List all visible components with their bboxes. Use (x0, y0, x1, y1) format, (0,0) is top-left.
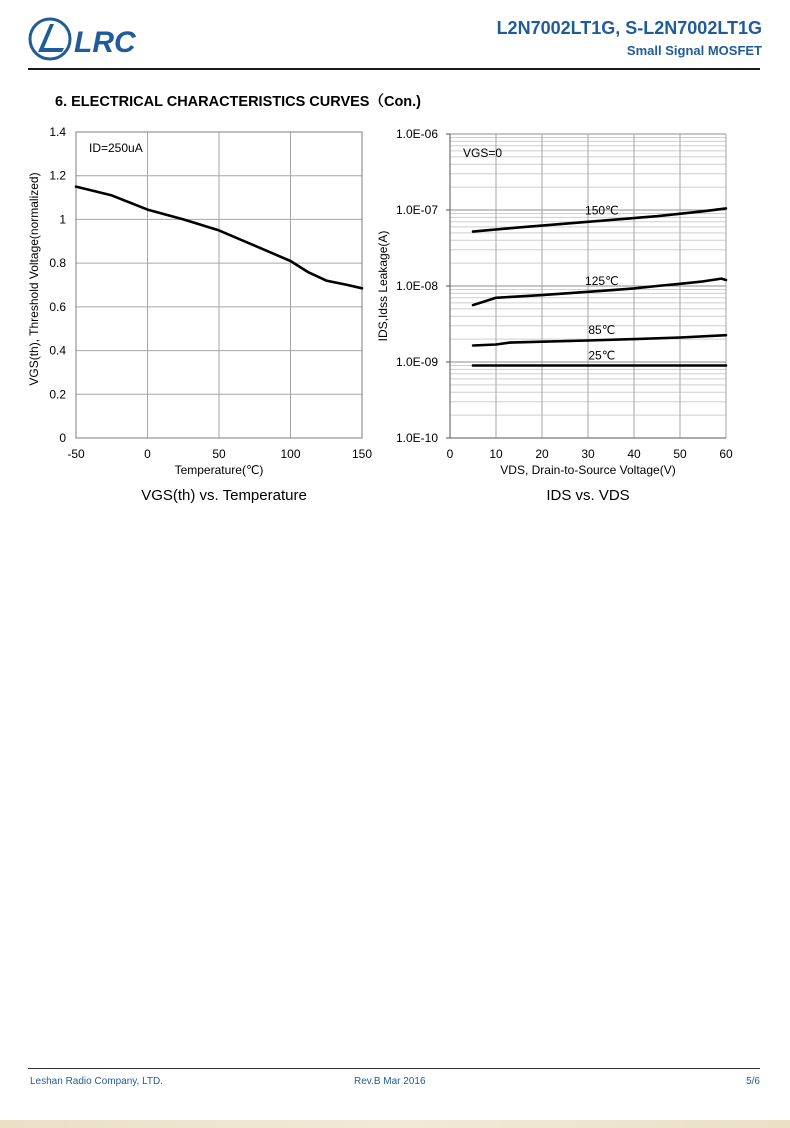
chart1-xtick-label: 0 (144, 447, 151, 461)
footer-page-number: 5/6 (746, 1076, 760, 1087)
chart2-xtick-label: 30 (581, 447, 595, 461)
chart1-ytick-label: 0.8 (49, 256, 66, 271)
chart1-ylabel: VGS(th), Threshold Voltage(normalized) (27, 172, 41, 386)
chart2-series-label: 125℃ (585, 273, 619, 288)
part-number-title: L2N7002LT1G, S-L2N7002LT1G (496, 18, 762, 38)
chart2-annotation: VGS=0 (463, 146, 503, 160)
chart1-caption: VGS(th) vs. Temperature (141, 487, 307, 504)
chart2-xtick-label: 40 (627, 447, 641, 461)
page-bottom-band (0, 1120, 790, 1128)
chart2-xtick-label: 0 (446, 447, 454, 461)
chart2-ytick-label: 1.0E-09 (395, 355, 438, 369)
footer-divider (28, 1068, 760, 1069)
footer-company: Leshan Radio Company, LTD. (30, 1076, 164, 1087)
chart1-ytick-label: 0.2 (49, 387, 66, 402)
footer-revision: Rev.B Mar 2016 (354, 1076, 426, 1087)
characteristic-charts (0, 0, 790, 520)
chart2-ytick-label: 1.0E-10 (395, 431, 438, 445)
chart1-xtick-label: 100 (280, 447, 301, 461)
chart1-ytick-label: 1 (59, 212, 66, 227)
product-subtitle: Small Signal MOSFET (626, 43, 762, 58)
chart1-ytick-label: 0 (59, 431, 66, 445)
chart1-ytick-label: 0.4 (49, 343, 66, 358)
logo-text: LRC (74, 26, 136, 59)
section-title: 6. ELECTRICAL CHARACTERISTICS CURVES（Con.) (55, 94, 422, 110)
chart1-xtick-label: -50 (67, 447, 85, 461)
chart2-ytick-label: 1.0E-07 (395, 203, 438, 217)
chart1-ytick-label: 1.2 (49, 168, 66, 183)
chart1-ytick-label: 0.6 (49, 299, 66, 314)
chart2-series-label: 25℃ (588, 348, 616, 363)
chart2-caption: IDS vs. VDS (546, 487, 630, 504)
chart2-ytick-label: 1.0E-06 (395, 127, 438, 141)
chart2-ylabel: IDS,Idss Leakage(A) (376, 230, 390, 342)
chart1-annotation: ID=250uA (89, 141, 143, 155)
chart2-xtick-label: 10 (489, 447, 503, 461)
chart1-xtick-label: 150 (351, 447, 373, 461)
chart1-xtick-label: 50 (212, 447, 226, 461)
chart2-series-label: 85℃ (588, 323, 616, 338)
chart1-ytick-label: 1.4 (49, 125, 66, 139)
chart2-xtick-label: 60 (719, 447, 733, 461)
chart1-xlabel: Temperature(℃) (174, 463, 264, 477)
chart2-xtick-label: 50 (673, 447, 687, 461)
chart2-ytick-label: 1.0E-08 (395, 279, 438, 293)
chart2-xtick-label: 20 (535, 447, 549, 461)
chart2-xlabel: VDS, Drain-to-Source Voltage(V) (500, 463, 676, 477)
chart2-series-label: 150℃ (585, 203, 619, 218)
